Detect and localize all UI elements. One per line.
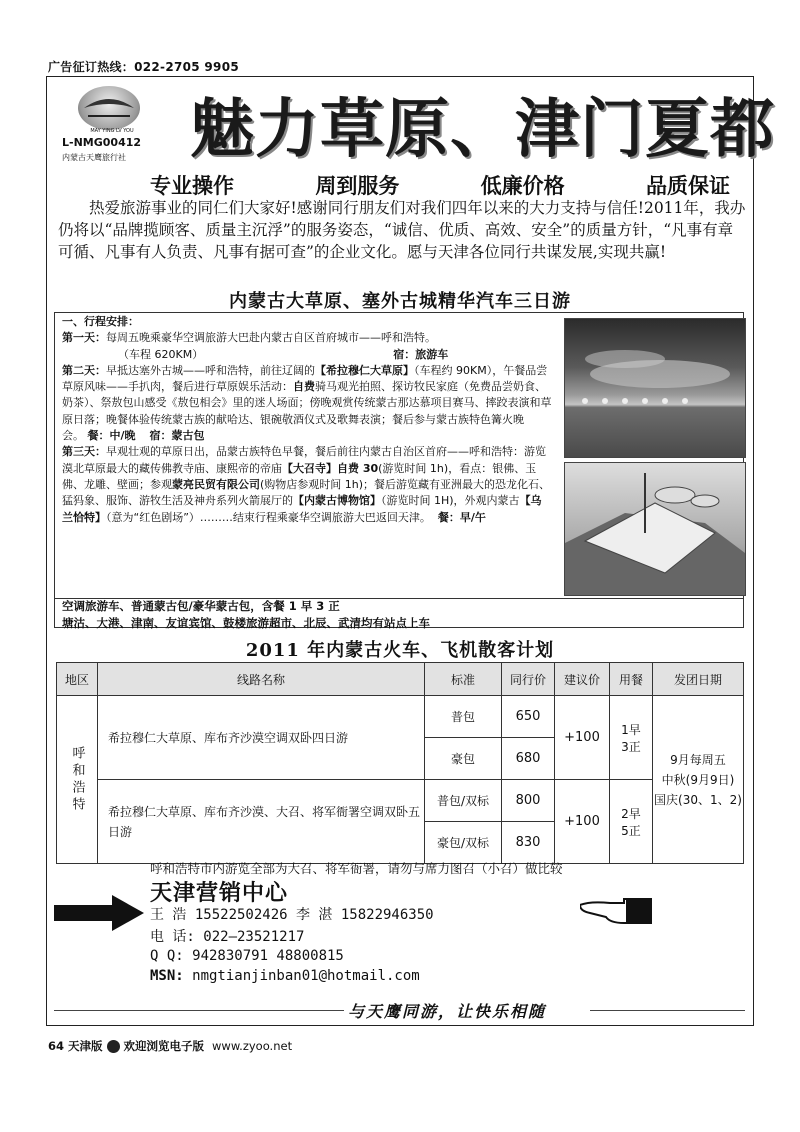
header-cell: 建议价 [555,663,610,696]
meal-cell: 1早 3正 [610,696,653,780]
headline: 魅力草原、津门夏都 [190,92,775,167]
day2-lodging: 宿：蒙古包 [149,429,205,443]
motto-rule-right [590,1010,745,1011]
slogan: 专业操作 [150,174,234,198]
price-cell: 800 [502,780,555,822]
table-header-row [57,663,744,696]
day3-text3: (购物店参观时间 1h)；餐后游览藏有亚洲最大的恐龙化石、猛犸象、服饰、游牧生活及神舟系列火箭展厅的 [62,477,551,508]
slogan: 品质保证 [645,174,730,198]
day2-selfpay: 自费 [293,380,315,394]
contact-msn [150,968,420,984]
slogan: 周到服务 [315,174,400,198]
table-row [57,696,744,738]
day3-text4: （游览时间 1H)，外观内蒙古 [381,494,520,508]
inclusion-line: 空调旅游车、普通蒙古包/豪华蒙古包，含餐 1 早 3 正 [62,599,340,613]
page-number: 64 天津版 [48,1039,103,1053]
plan-title: 2011 年内蒙古火车、飞机散客计划 [245,640,555,661]
suggest-cell: +100 [555,780,610,864]
header-cell: 线路名称 [98,663,425,696]
day3-text1: 早观壮观的草原日出，品蒙古族特色早餐，餐后前往内蒙古自治区首府——呼和浩特：游览漠北草原最大的藏传佛教寺庙、康熙帝的帝庙 [62,445,546,475]
day3-text5: （意为“红色剧场”）………结束行程乘豪华空调旅游大巴返回天津。 [106,510,431,524]
day2-label: 第二天： [62,363,106,377]
logo-english: MAY YING LV YOU [90,128,134,134]
slogan: 低廉价格 [480,174,565,198]
agency-name: 内蒙古天鹰旅行社 [62,153,126,162]
contact-names: 王 浩 15522502426 李 湛 15822946350 [150,907,434,923]
pointing-hand-icon [580,897,652,931]
motto: 与天鹰同游，让快乐相随 [348,1002,547,1021]
meal-cell: 2早 5正 [610,780,653,864]
route-cell: 希拉穆仁大草原、库布齐沙漠空调双卧四日游 [98,696,425,780]
header-cell: 发团日期 [653,663,744,696]
price-cell: 650 [502,696,555,738]
day2-text1: 早抵达塞外古城——呼和浩特，前往辽阔的 [106,363,315,377]
standard-cell: 普包/双标 [425,780,502,822]
agency-logo [62,86,162,166]
day3-selfpay: 自费 30 [337,461,379,475]
table-note: 呼和浩特市内游览全部为大召、将军衙署，请勿与席力图召（小召）做比较 [150,861,563,876]
eagle-logo-icon [78,86,140,130]
msn-label: MSN: [150,968,184,984]
day2-meals: 餐：中/晚 [87,429,136,443]
license-code: L-NMG00412 [62,136,142,149]
day3-highlight2: 【内蒙古博物馆】 [293,494,381,508]
day3-text2: (游览时间 1h)，看点：银佛、玉佛、龙雕、壁画；参观 [62,461,537,491]
suggest-cell: +100 [555,696,610,780]
day3-highlight1: 【大召寺】 [282,461,337,475]
header-cell: 地区 [57,663,98,696]
pickup-line: 塘沽、大港、津南、友谊宾馆、鼓楼旅游超市、北辰、武清均有站点上车 [62,616,430,630]
tour-title: 内蒙古大草原、塞外古城精华汽车三日游 [229,291,571,312]
footer-url[interactable]: www.zyoo.net [212,1039,293,1053]
msn-address[interactable]: nmgtianjinban01@hotmail.com [183,968,420,984]
header-cell: 标准 [425,663,502,696]
ad-hotline: 广告征订热线：022-2705 9905 [48,60,240,74]
standard-cell: 普包 [425,696,502,738]
intro-paragraph: 热爱旅游事业的同仁们大家好!感谢同行朋友们对我们四年以来的大力支持与信任!2011年，我办仍将以“品牌揽顾客、质量主沉浮”的服务姿态，“诚信、优质、高效、安全”的质量方针，“凡事有章可循、凡事有人负责、凡事有据可查”的企业文化。愿与天津各位同行共谋发展,实现共赢! [58,199,746,261]
day3-meals: 餐：早/午 [437,510,486,524]
dates-cell: 9月每周五 中秋(9月9日) 国庆(30、1、2) [653,696,744,864]
grassland-photo [564,318,746,458]
day1-label: 第一天： [62,331,106,345]
day1-lodging: 宿：旅游车 [393,347,449,361]
motto-rule-left [54,1010,344,1011]
slogan-row [150,170,730,200]
standard-cell: 豪包/双标 [425,822,502,864]
price-cell: 680 [502,738,555,780]
header-cell: 用餐 [610,663,653,696]
inclusion-notes [62,598,742,632]
day1-text: 每周五晚乘豪华空调旅游大巴赴内蒙古自区首府城市——呼和浩特。 [106,331,436,345]
arrow-right-icon [54,895,144,935]
day2-text2: （车程约 90KM），午餐品尝草原风味——手扒肉，餐后进行草原娱乐活动： [62,363,548,394]
museum-photo [564,462,746,596]
footer-text: 欢迎浏览电子版 [123,1039,205,1053]
sales-center-title: 天津营销中心 [150,881,289,906]
page-footer [48,1038,292,1054]
header-cell: 同行价 [502,663,555,696]
price-cell: 830 [502,822,555,864]
price-table [56,662,744,864]
day3-label: 第三天： [62,445,106,459]
day3-company: 蒙亮民贸有限公司 [172,477,260,491]
itinerary-text [62,314,552,526]
day2-text3: 骑马观光拍照、探访牧民家庭（免费品尝奶食、奶茶）、祭敖包山感受《敖包相会》里的迷人场面；傍晚观赏传统蒙古那达慕项目赛马、摔跤表演和草原日落；晚餐体验传统蒙古族的献哈达、银碗敬酒仪式及歌舞表演；餐后参与蒙古族特色篝火晚会。 [62,380,552,443]
table-row [57,780,744,822]
itinerary-heading: 一、行程安排： [62,315,139,328]
brand-circle-icon [107,1040,120,1053]
region-cell: 呼和浩特 [57,696,98,864]
contact-phone: 电 话: 022—23521217 [150,929,305,945]
day2-highlight: 【希拉穆仁大草原】 [315,363,414,377]
day3-highlight3: 【乌兰恰特】 [62,494,542,524]
day1-distance: （车程 620KM） [118,347,204,361]
contact-qq: Q Q: 942830791 48800815 [150,948,344,964]
route-cell: 希拉穆仁大草原、库布齐沙漠、大召、将军衙署空调双卧五日游 [98,780,425,864]
standard-cell: 豪包 [425,738,502,780]
